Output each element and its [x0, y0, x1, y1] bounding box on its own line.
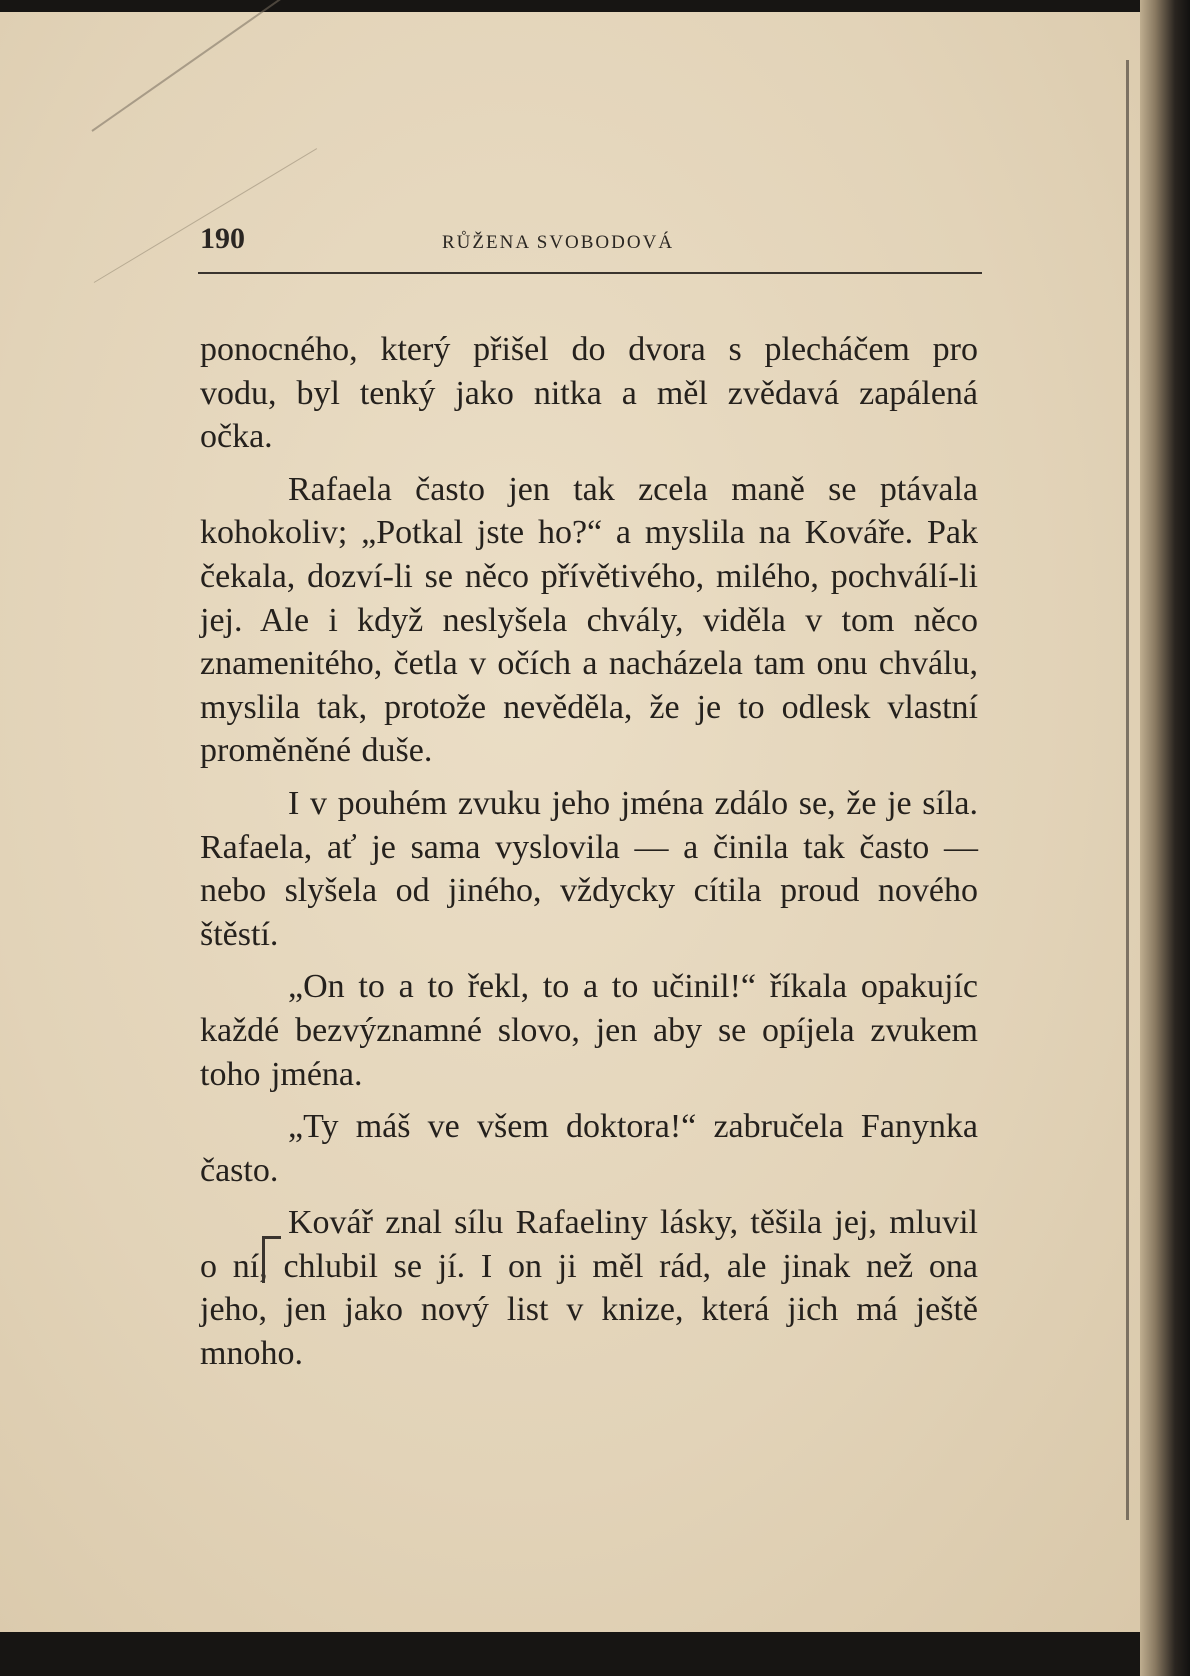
paragraph: I v pouhém zvuku jeho jména zdálo se, že je síla. Rafaela, ať je sama vyslovila — a činila tak často — nebo slyšela od jiného, vždycky cítila proud nového štěstí.: [200, 784, 978, 953]
page-header: [200, 222, 982, 262]
paper-crease: [91, 0, 289, 132]
running-head: RŮŽENA SVOBODOVÁ: [442, 232, 675, 253]
book-gutter: [1140, 0, 1190, 1676]
paper-crease: [94, 148, 317, 283]
paragraph: „Ty máš ve všem doktora!“ zabručela Fanynka často.: [200, 1108, 978, 1189]
body-text: [200, 328, 978, 1376]
paragraph: „On to a to řekl, to a to učinil!“ říkala opakujíc každé bezvýznamné slovo, jen aby se opíjela zvukem toho jména.: [200, 968, 978, 1093]
paragraph: Rafaela často jen tak zcela maně se ptávala kohokoliv; „Potkal jste ho?“ a myslila na Kováře. Pak čekala, dozví-li se něco přívětivého, milého, pochválí-li jej. Ale i když neslyšela chvály, viděla v tom něco znamenitého, četla v očích a nacházela tam onu chválu, myslila tak, protože nevěděla, že je to odlesk vlastní proměněné duše.: [200, 470, 978, 770]
paragraph: ponocného, který přišel do dvora s plecháčem pro vodu, byl tenký jako nitka a měl zvědavá zapálená očka.: [200, 331, 978, 456]
pencil-bracket-mark: [262, 1236, 281, 1283]
page-number: 190: [200, 222, 245, 255]
paragraph: Kovář znal sílu Rafaeliny lásky, těšila jej, mluvil o ní, chlubil se jí. I on ji měl rád, ale jinak než ona jeho, jen jako nový list v knize, která jich má ještě mnoho.: [200, 1204, 978, 1373]
gutter-shadow: [1126, 60, 1129, 1520]
header-rule: [198, 272, 982, 274]
